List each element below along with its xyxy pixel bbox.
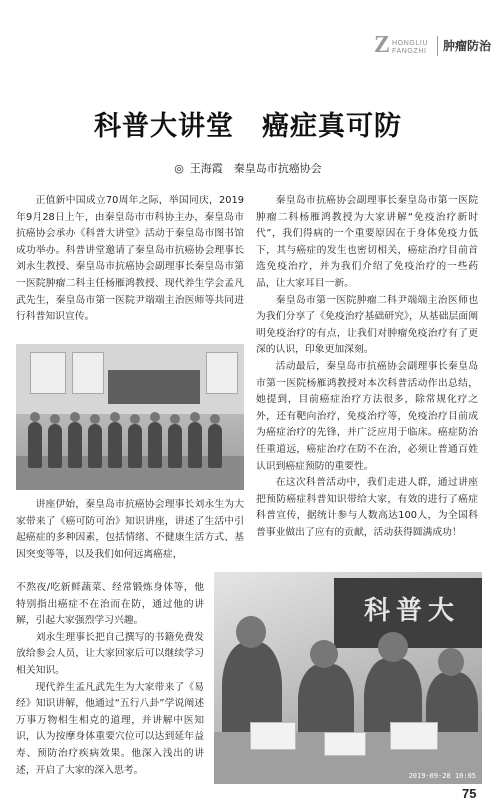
photo-person-head [150, 412, 160, 422]
header-divider [437, 36, 438, 56]
magazine-logo [374, 34, 436, 60]
photo-person-head [210, 414, 220, 424]
photo-banner-text: 科普大 [364, 596, 461, 626]
photo-person-head [110, 412, 120, 422]
left-column-middle [16, 497, 244, 563]
photo-person-head [130, 414, 140, 424]
photo-person-head [70, 412, 80, 422]
photo-person [188, 422, 202, 468]
photo-person-head [170, 414, 180, 424]
section-name: 肿瘤防治 [443, 39, 492, 53]
photo-person-head [310, 640, 338, 668]
photo-person [88, 424, 102, 468]
lecture-photo [214, 572, 482, 784]
photo-window [72, 352, 104, 394]
page-number: 75 [462, 786, 477, 801]
photo-person-head [50, 414, 60, 424]
photo-person-head [236, 616, 266, 648]
photo-person [128, 424, 142, 468]
photo-person [208, 424, 222, 468]
photo-person-head [438, 648, 464, 676]
paragraph: 在这次科普活动中，我们走进人群，通过讲座把预防癌症科普知识带给大家，有效的进行了癌症科普宣传，据统计参与人数高达100人，为全国科普事业做出了应有的贡献，活动获得圆满成功！ [256, 477, 478, 538]
photo-person-head [30, 412, 40, 422]
photo-person [168, 424, 182, 468]
byline-mark: ◎ [174, 162, 184, 175]
photo-person-head [190, 412, 200, 422]
left-column-narrow [16, 580, 204, 779]
photo-banner [108, 370, 200, 404]
photo-window [30, 352, 66, 394]
photo-person [108, 422, 122, 468]
logo-line-1: HONGLIU [392, 40, 429, 47]
byline-text: 王海霞 秦皇岛市抗癌协会 [189, 162, 322, 175]
byline [0, 160, 496, 176]
photo-person [68, 422, 82, 468]
article-title: 科普大讲堂 癌症真可防 [94, 111, 402, 142]
paragraph: 刘永生理事长把自己撰写的书籍免费发放给参会人员，让大家回家后可以继续学习相关知识。 [16, 631, 204, 676]
photo-booklet [250, 722, 296, 750]
photo-window [206, 352, 238, 394]
paragraph: 秦皇岛市抗癌协会副理事长秦皇岛市第一医院肿瘤二科杨雁鸿教授为大家讲解“免疫治疗新时代”，我们得病的一个重要原因在于身体免疫力低下，其与癌症的发生也密切相关，癌症治疗目前首选免疫治疗，并为我们介绍了免疫治疗的一些药品，让大家耳目一新。 [256, 195, 478, 289]
photo-person-head [378, 632, 408, 662]
left-column-top [16, 193, 244, 326]
photo-person [48, 424, 62, 468]
logo-letter: Z [374, 32, 391, 58]
photo-person-head [90, 414, 100, 424]
paragraph: 秦皇岛市第一医院肿瘤二科尹端端主治医师也为我们分享了《免疫治疗基础研究》，从基础层面阐明免疫治疗的有点，让我们对肿瘤免疫治疗有了更深的认识，印象更加深刻。 [256, 294, 478, 356]
right-column [256, 193, 478, 541]
photo-person [148, 422, 162, 468]
photo-person [28, 422, 42, 468]
paragraph: 讲座伊始，秦皇岛市抗癌协会理事长刘永生为大家带来了《癌可防可治》知识讲座，讲述了生活中引起癌症的多种因素，包括情绪、不健康生活方式、基因突变等等，以及我们如何远离癌症， [16, 499, 244, 560]
logo-line-2: FANGZHI [392, 48, 427, 55]
photo-booklet [390, 722, 438, 750]
photo-timestamp: 2019-09-28 10:05 [408, 772, 476, 780]
paragraph: 不熬夜/吃新鲜蔬菜、经常锻炼身体等，他特别指出癌症不在治而在防，通过他的讲解，引起大家强烈学习兴趣。 [16, 582, 204, 627]
paragraph: 活动最后，秦皇岛市抗癌协会副理事长秦皇岛市第一医院杨雁鸿教授对本次科普活动作出总结，她提到，目前癌症治疗方法很多，除常规化疗之外，还有靶向治疗，免疫治疗等，免疫治疗目前成为癌症治疗的先锋，并广泛应用于临床。癌症防治任重道远，癌症治疗在防不在治，必须让普通百姓认识到癌症预防的重要性。 [256, 360, 478, 472]
paragraph: 现代养生孟凡武先生为大家带来了《易经》知识讲解，他通过“五行八卦”学说阐述万事万物相生相克的道理，并讲解中医知识，认为按摩身体重要穴位可以达到延年益寿、预防治疗疾病效果。他深入浅出的讲述，开启了大家的深入思考。 [16, 681, 204, 776]
group-photo [16, 344, 244, 490]
photo-booklet [324, 732, 366, 756]
paragraph: 正值新中国成立70周年之际，举国同庆，2019年9月28日上午，由秦皇岛市市科协主办，秦皇岛市抗癌协会承办《科普大讲堂》活动于秦皇岛市图书馆成功举办。科普讲堂邀请了秦皇岛市抗癌协会理事长刘永生教授、秦皇岛市抗癌协会副理事长秦皇岛市第一医院肿瘤二科主任杨雁鸿教授、现代养生学会孟凡武先生，秦皇岛市第一医院尹端端主治医师等共同进行科普知识宣传。 [16, 195, 244, 323]
